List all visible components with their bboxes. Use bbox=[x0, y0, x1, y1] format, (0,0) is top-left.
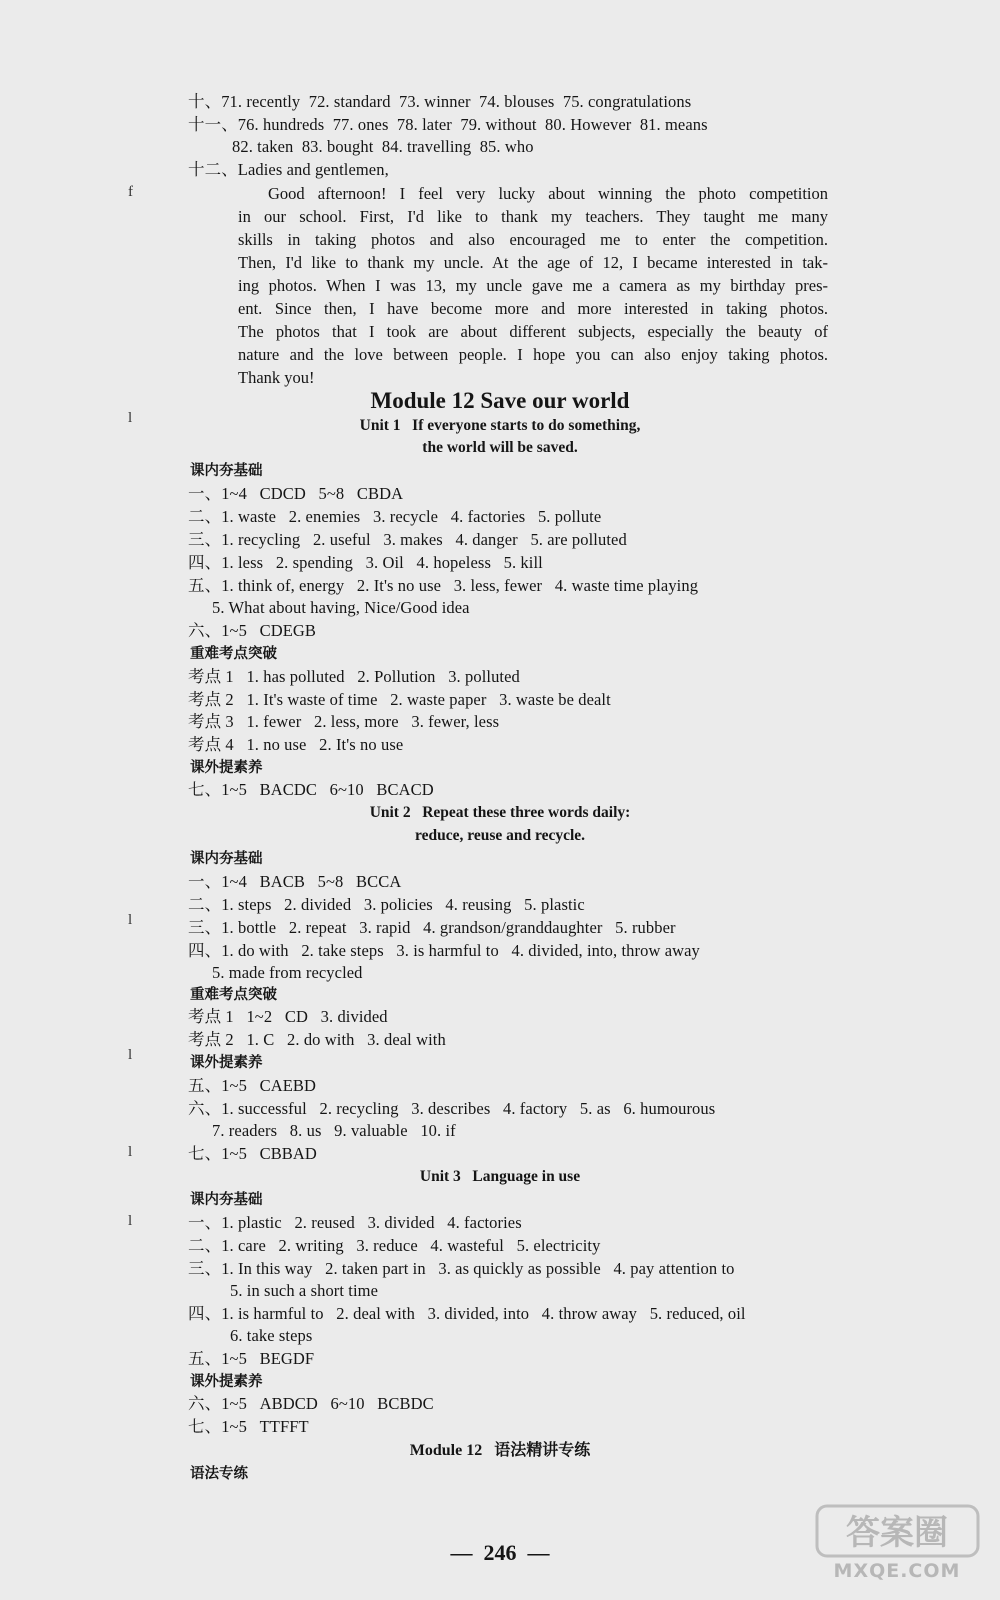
margin-mark: l bbox=[128, 1047, 133, 1063]
answer-line: 一、1. plastic 2. reused 3. divided 4. factories bbox=[188, 1213, 522, 1232]
section-heading-basic: 课内夯基础 bbox=[190, 851, 263, 867]
answer-line: 四、1. is harmful to 2. deal with 3. divided, into 4. throw away 5. reduced, oil bbox=[188, 1304, 746, 1323]
essay-line: Then, I'd like to thank my uncle. At the age of 12, I became interested in tak- bbox=[238, 253, 828, 272]
section-heading-key-points: 重难考点突破 bbox=[190, 646, 277, 662]
answer-line: 考点 4 1. no use 2. It's no use bbox=[188, 735, 404, 754]
unit2-title: Unit 2 Repeat these three words daily: bbox=[369, 804, 631, 821]
grammar-module-title: Module 12 语法精讲专练 bbox=[409, 1442, 591, 1459]
margin-mark: l bbox=[128, 912, 133, 928]
page-number: — 246 — bbox=[450, 1540, 550, 1565]
essay-line: ent. Since then, I have become more and more interested in taking photos. bbox=[238, 299, 828, 318]
answer-line: 五、1~5 BEGDF bbox=[188, 1349, 315, 1368]
section-heading-extra: 课外提素养 bbox=[190, 1055, 263, 1071]
module-title: Module 12 Save our world bbox=[370, 388, 630, 413]
section-heading-extra: 课外提素养 bbox=[190, 760, 263, 776]
answer-line: 六、1. successful 2. recycling 3. describes 4. factory 5. as 6. humourous bbox=[188, 1099, 716, 1118]
essay-line: skills in taking photos and also encouraged me to enter the competition. bbox=[238, 230, 828, 249]
answer-line-section-12: 十二、Ladies and gentlemen, bbox=[188, 160, 389, 179]
watermark-url: MXQE.COM bbox=[833, 1560, 961, 1582]
section-heading-extra: 课外提素养 bbox=[190, 1374, 263, 1390]
answer-line: 六、1~5 CDEGB bbox=[188, 621, 317, 640]
answer-line: 五、1. think of, energy 2. It's no use 3. less, fewer 4. waste time playing bbox=[188, 576, 699, 595]
answer-line: 二、1. care 2. writing 3. reduce 4. wasteful 5. electricity bbox=[188, 1236, 601, 1255]
answer-line: 六、1~5 ABDCD 6~10 BCBDC bbox=[188, 1394, 434, 1413]
section-heading-basic: 课内夯基础 bbox=[190, 463, 263, 479]
essay-line: nature and the love between people. I hope you can also enjoy taking photos. bbox=[238, 345, 828, 364]
answer-line: 一、1~4 CDCD 5~8 CBDA bbox=[188, 484, 404, 503]
essay-line: ing photos. When I was 13, my uncle gave me a camera as my birthday pres- bbox=[238, 276, 828, 295]
answer-line: 考点 3 1. fewer 2. less, more 3. fewer, less bbox=[188, 712, 500, 731]
answer-line: 四、1. do with 2. take steps 3. is harmful to 4. divided, into, throw away bbox=[188, 941, 700, 960]
answer-line-section-11: 十一、76. hundreds 77. ones 78. later 79. without 80. However 81. means bbox=[188, 115, 708, 134]
answer-line: 七、1~5 BACDC 6~10 BCACD bbox=[188, 780, 434, 799]
essay-line: Good afternoon! I feel very lucky about winning the photo competition bbox=[268, 184, 828, 203]
answer-line: 三、1. In this way 2. taken part in 3. as quickly as possible 4. pay attention to bbox=[188, 1259, 735, 1278]
answer-line: 考点 2 1. C 2. do with 3. deal with bbox=[188, 1030, 446, 1049]
answer-line-cont: 5. What about having, Nice/Good idea bbox=[212, 598, 470, 617]
answer-line: 七、1~5 TTFFT bbox=[188, 1417, 309, 1436]
section-heading-key-points: 重难考点突破 bbox=[190, 987, 277, 1003]
answer-line: 考点 2 1. It's waste of time 2. waste paper 3. waste be dealt bbox=[188, 690, 611, 709]
answer-line: 考点 1 1. has polluted 2. Pollution 3. polluted bbox=[188, 667, 520, 686]
answer-line: 一、1~4 BACB 5~8 BCCA bbox=[188, 872, 402, 891]
unit3-title: Unit 3 Language in use bbox=[419, 1168, 581, 1185]
answer-line-section-10: 十、71. recently 72. standard 73. winner 74. blouses 75. congratulations bbox=[188, 92, 692, 111]
answer-line-cont: 5. made from recycled bbox=[212, 963, 363, 982]
answer-line: 三、1. bottle 2. repeat 3. rapid 4. grandson/granddaughter 5. rubber bbox=[188, 918, 676, 937]
margin-mark: l bbox=[128, 1213, 133, 1229]
section-heading-grammar: 语法专练 bbox=[190, 1466, 248, 1482]
unit1-title: Unit 1 If everyone starts to do something, bbox=[359, 417, 641, 434]
essay-paragraph bbox=[238, 182, 828, 389]
margin-mark: l bbox=[128, 1144, 133, 1160]
margin-mark: f bbox=[128, 184, 133, 200]
answer-line-cont: 6. take steps bbox=[230, 1326, 313, 1345]
answer-line: 四、1. less 2. spending 3. Oil 4. hopeless 5. kill bbox=[188, 553, 543, 572]
answer-line: 三、1. recycling 2. useful 3. makes 4. danger 5. are polluted bbox=[188, 530, 627, 549]
margin-mark: l bbox=[128, 410, 133, 426]
answer-line-section-11-cont: 82. taken 83. bought 84. travelling 85. who bbox=[232, 137, 534, 156]
answer-line: 七、1~5 CBBAD bbox=[188, 1144, 317, 1163]
section-heading-basic: 课内夯基础 bbox=[190, 1192, 263, 1208]
answer-line-cont: 7. readers 8. us 9. valuable 10. if bbox=[212, 1121, 456, 1140]
essay-line: Thank you! bbox=[238, 368, 315, 387]
watermark-text: 答案圈 bbox=[846, 1513, 948, 1553]
watermark-logo bbox=[815, 1504, 980, 1582]
answer-line: 考点 1 1~2 CD 3. divided bbox=[188, 1007, 388, 1026]
essay-line: in our school. First, I'd like to thank my teachers. They taught me many bbox=[238, 207, 828, 226]
essay-line: The photos that I took are about different subjects, especially the beauty of bbox=[238, 322, 828, 341]
answer-line: 五、1~5 CAEBD bbox=[188, 1076, 317, 1095]
answer-line: 二、1. waste 2. enemies 3. recycle 4. factories 5. pollute bbox=[188, 507, 602, 526]
unit1-title-cont: the world will be saved. bbox=[422, 439, 578, 456]
unit2-title-cont: reduce, reuse and recycle. bbox=[414, 827, 586, 844]
answer-line-cont: 5. in such a short time bbox=[230, 1281, 379, 1300]
answer-line: 二、1. steps 2. divided 3. policies 4. reusing 5. plastic bbox=[188, 895, 585, 914]
